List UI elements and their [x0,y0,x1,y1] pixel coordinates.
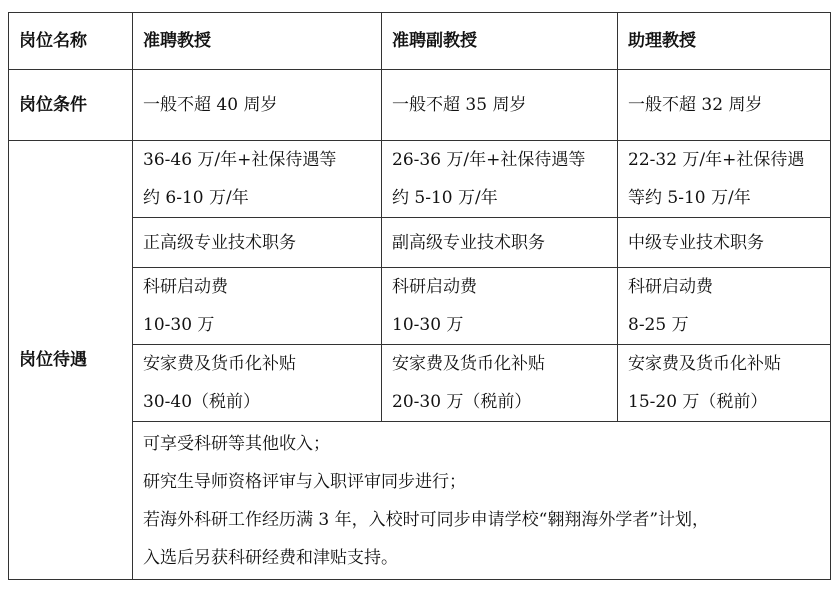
housing-professor-amount: 30-40（税前） [143,392,261,412]
salary-assistant-professor [618,141,831,218]
housing-assistant-label: 安家费及货币化补贴 [628,354,781,374]
fund-professor-label: 科研启动费 [143,277,228,297]
housing-assistant-amount: 15-20 万（税前） [628,392,768,412]
other-benefit-item: 若海外科研工作经历满 3 年，入校时可同步申请学校“翱翔海外学者”计划， [143,509,710,530]
other-benefit-item: 可享受科研等其他收入； [143,433,330,454]
conditions-professor: 一般不超 40 周岁 [133,70,382,141]
housing-associate-professor [382,345,618,422]
salary-associate-professor [382,141,618,218]
salary-associate-line-2: 约 5-10 万/年 [392,188,498,208]
header-assistant-professor: 助理教授 [618,13,831,70]
recruitment-table [8,12,831,580]
salary-professor [133,141,382,218]
conditions-row [9,70,831,141]
title-assistant-professor: 中级专业技术职务 [618,218,831,268]
title-associate-professor: 副高级专业技术职务 [382,218,618,268]
header-tenure-track-associate-professor: 准聘副教授 [382,13,618,70]
housing-professor [133,345,382,422]
header-position-name: 岗位名称 [9,13,133,70]
treatment-label: 岗位待遇 [9,141,133,580]
housing-professor-label: 安家费及货币化补贴 [143,354,296,374]
conditions-assistant-professor: 一般不超 32 周岁 [618,70,831,141]
conditions-label: 岗位条件 [9,70,133,141]
salary-assistant-line-1: 22-32 万/年+社保待遇 [628,150,805,170]
header-tenure-track-professor: 准聘教授 [133,13,382,70]
fund-associate-professor [382,268,618,345]
housing-row [9,345,831,422]
salary-professor-line-2: 约 6-10 万/年 [143,188,249,208]
title-row [9,218,831,268]
fund-associate-amount: 10-30 万 [392,315,464,335]
housing-assistant-professor [618,345,831,422]
salary-professor-line-1: 36-46 万/年+社保待遇等 [143,150,337,170]
conditions-associate-professor: 一般不超 35 周岁 [382,70,618,141]
research-fund-row [9,268,831,345]
salary-assistant-line-2: 等约 5-10 万/年 [628,188,751,208]
other-benefits [133,422,831,580]
fund-assistant-amount: 8-25 万 [628,315,689,335]
title-professor: 正高级专业技术职务 [133,218,382,268]
other-benefit-item: 入选后另获科研经费和津贴支持。 [143,547,398,568]
fund-professor-amount: 10-30 万 [143,315,215,335]
housing-associate-amount: 20-30 万（税前） [392,392,532,412]
other-benefit-item: 研究生导师资格评审与入职评审同步进行； [143,471,466,492]
other-benefits-row [9,422,831,580]
fund-professor [133,268,382,345]
salary-associate-line-1: 26-36 万/年+社保待遇等 [392,150,586,170]
table-header-row [9,13,831,70]
salary-row [9,141,831,218]
fund-assistant-professor [618,268,831,345]
housing-associate-label: 安家费及货币化补贴 [392,354,545,374]
fund-assistant-label: 科研启动费 [628,277,713,297]
fund-associate-label: 科研启动费 [392,277,477,297]
